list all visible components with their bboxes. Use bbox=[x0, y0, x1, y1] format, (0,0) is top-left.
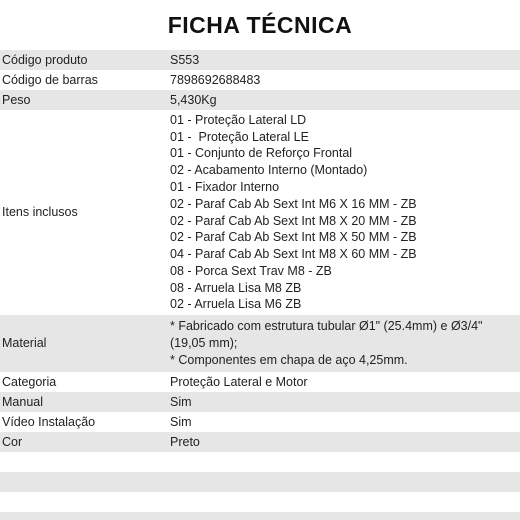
row-label: Material bbox=[2, 336, 47, 351]
list-item: 01 - Proteção Lateral LD bbox=[170, 112, 307, 127]
material-line: * Fabricado com estrutura tubular Ø1" (25.4mm) e Ø3/4" (19,05 mm); bbox=[170, 319, 483, 351]
row-value: Sim bbox=[170, 414, 192, 429]
empty-row bbox=[0, 512, 520, 520]
row-categoria bbox=[0, 372, 520, 392]
row-value: 5,430Kg bbox=[170, 92, 217, 107]
list-item: 01 - Proteção Lateral LE bbox=[170, 129, 309, 144]
row-itens-inclusos bbox=[0, 110, 520, 315]
material-text bbox=[170, 318, 520, 368]
row-label: Itens inclusos bbox=[2, 205, 78, 220]
row-label: Código produto bbox=[2, 52, 88, 67]
items-list bbox=[170, 112, 520, 314]
row-manual bbox=[0, 392, 520, 412]
list-item: 08 - Arruela Lisa M8 ZB bbox=[170, 280, 302, 295]
row-value: S553 bbox=[170, 52, 200, 67]
row-label: Código de barras bbox=[2, 72, 98, 87]
list-item: 02 - Arruela Lisa M6 ZB bbox=[170, 297, 302, 312]
row-value: Proteção Lateral e Motor bbox=[170, 374, 308, 389]
list-item: 01 - Fixador Interno bbox=[170, 179, 280, 194]
row-codigo-barras bbox=[0, 70, 520, 90]
row-value: 7898692688483 bbox=[170, 72, 261, 87]
list-item: 08 - Porca Sext Trav M8 - ZB bbox=[170, 263, 332, 278]
page-title: FICHA TÉCNICA bbox=[0, 0, 520, 50]
row-value: Sim bbox=[170, 394, 192, 409]
list-item: 04 - Paraf Cab Ab Sext Int M8 X 60 MM - ZB bbox=[170, 247, 417, 262]
row-label: Cor bbox=[2, 434, 23, 449]
row-video-instalacao bbox=[0, 412, 520, 432]
row-label: Peso bbox=[2, 92, 31, 107]
row-material bbox=[0, 315, 520, 372]
list-item: 02 - Paraf Cab Ab Sext Int M8 X 50 MM - ZB bbox=[170, 230, 417, 245]
empty-row bbox=[0, 472, 520, 492]
row-value: Preto bbox=[170, 434, 200, 449]
row-codigo-produto bbox=[0, 50, 520, 70]
list-item: 02 - Paraf Cab Ab Sext Int M6 X 16 MM - ZB bbox=[170, 196, 417, 211]
row-label: Vídeo Instalação bbox=[2, 414, 96, 429]
list-item: 01 - Conjunto de Reforço Frontal bbox=[170, 146, 353, 161]
material-line: * Componentes em chapa de aço 4,25mm. bbox=[170, 352, 408, 367]
row-label: Categoria bbox=[2, 374, 57, 389]
row-cor bbox=[0, 432, 520, 452]
empty-row bbox=[0, 452, 520, 472]
list-item: 02 - Paraf Cab Ab Sext Int M8 X 20 MM - ZB bbox=[170, 213, 417, 228]
row-peso bbox=[0, 90, 520, 110]
row-label: Manual bbox=[2, 394, 43, 409]
empty-row bbox=[0, 492, 520, 512]
list-item: 02 - Acabamento Interno (Montado) bbox=[170, 163, 368, 178]
